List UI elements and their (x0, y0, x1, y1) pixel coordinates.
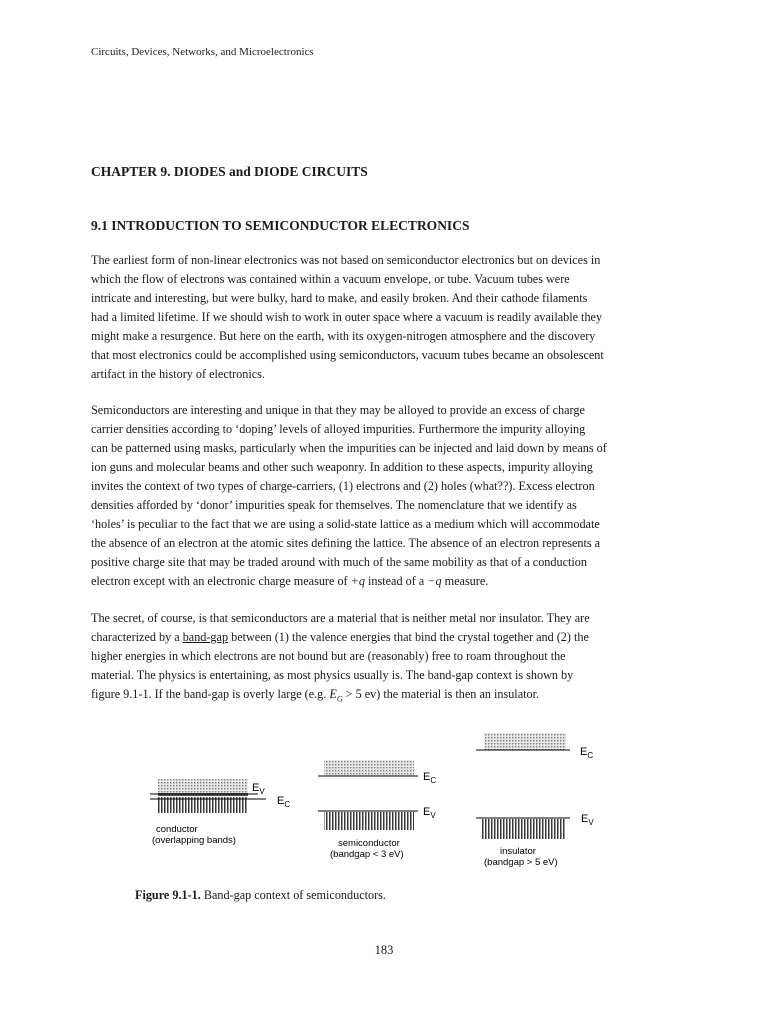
semiconductor-valence-band (324, 812, 414, 830)
text-span: figure 9.1-1. If the band-gap is overly large (e.g. (91, 687, 330, 701)
text-line (91, 685, 681, 708)
running-header: Circuits, Devices, Networks, and Microelectronics (91, 46, 314, 58)
semiconductor-ec-label: $E_C$ (423, 771, 437, 785)
charge-plus-q: +q (350, 574, 365, 588)
eg-symbol: $E_G$ (329, 687, 343, 704)
text-line: had a limited lifetime. If we should wish to work in outer space where a vacuum is readily available they (91, 310, 603, 324)
text-line (91, 628, 681, 647)
paragraph-2 (91, 401, 681, 591)
paragraph-3 (91, 609, 681, 708)
insulator-caption: insulator (500, 846, 536, 857)
conductor-ec-label: $E_C$ (277, 795, 291, 809)
paragraph-1 (91, 251, 681, 384)
text-line: positive charge site that may be traded around with much of the same mobility as that of a conduction (91, 555, 587, 569)
text-line: ion guns and molecular beams and other such weaponry. In addition to these aspects, impurity alloying (91, 460, 593, 474)
text-line: ‘holes’ is peculiar to the fact that we are using a solid-state lattice as a medium which will accommodate (91, 517, 600, 531)
text-span: electron except with an electronic charge measure of (91, 574, 351, 588)
text-line: artifact in the history of electronics. (91, 367, 265, 381)
figure-caption-text: Band-gap context of semiconductors. (200, 888, 386, 902)
band-gap-diagram (140, 725, 610, 875)
chapter-title: CHAPTER 9. DIODES and DIODE CIRCUITS (91, 164, 368, 179)
band-gap-term: band-gap (182, 630, 229, 644)
insulator-ec-label: $E_C$ (580, 746, 594, 760)
text-line: which the flow of electrons was contained within a vacuum envelope, or tube. Vacuum tubes were (91, 272, 570, 286)
insulator-band-group (476, 733, 594, 868)
insulator-ev-label: $E_V$ (581, 813, 594, 827)
text-span: > 5 ev) the material is then an insulator. (342, 687, 540, 701)
text-line: intricate and interesting, but were bulky, hard to make, and easily broken. And their cathode filaments (91, 291, 588, 305)
conductor-note: (overlapping bands) (152, 835, 236, 846)
text-line: the absence of an electron at the atomic sites defining the lattice. The absence of an electron represents a (91, 536, 601, 550)
text-line: material. The physics is entertaining, as most physics usually is. The band-gap context is shown by (91, 668, 574, 682)
text-line: Semiconductors are interesting and unique in that they may be alloyed to provide an excess of charge (91, 403, 585, 417)
insulator-note: (bandgap > 5 eV) (484, 857, 558, 868)
semiconductor-ev-label: $E_V$ (423, 806, 436, 820)
figure-caption-label: Figure 9.1-1. (135, 888, 201, 902)
figure-caption (135, 888, 386, 903)
page-number: 183 (374, 943, 394, 957)
semiconductor-band-group (318, 760, 436, 860)
text-line: higher energies in which electrons are not bound but are (reasonably) free to roam throughout the (91, 649, 566, 663)
conductor-caption: conductor (156, 824, 198, 835)
section-title: 9.1 INTRODUCTION TO SEMICONDUCTOR ELECTRONICS (91, 218, 470, 233)
text-line: The secret, of course, is that semiconductors are a material that is neither metal nor insulator. They are (91, 611, 590, 625)
conductor-band-group (150, 779, 290, 846)
text-span: between (1) the valence energies that bind the crystal together and (2) the (228, 630, 589, 644)
insulator-conduction-band (484, 733, 566, 750)
text-line: can be patterned using masks, particularly when the impurities can be injected and laid down by means of (91, 441, 607, 455)
text-line: carrier densities according to ‘doping’ levels of alloyed impurities. Furthermore the impurity alloying (91, 422, 586, 436)
text-line: densities afforded by ‘donor’ impurities speak for themselves. The nomenclature that we identify as (91, 498, 577, 512)
text-span: characterized by a (91, 630, 183, 644)
charge-minus-q: −q (427, 574, 442, 588)
text-line (91, 572, 681, 591)
conductor-ev-label: $E_V$ (252, 782, 265, 796)
text-line: invites the context of two types of charge-carriers, (1) electrons and (2) holes (what??). Excess electron (91, 479, 595, 493)
text-line: might make a resurgence. But here on the earth, with its oxygen-nitrogen atmosphere and the discovery (91, 329, 596, 343)
semiconductor-note: (bandgap < 3 eV) (330, 849, 404, 860)
text-line: that most electronics could be accomplished using semiconductors, vacuum tubes became an obsolescent (91, 348, 604, 362)
conductor-upper-band (158, 779, 248, 793)
semiconductor-caption: semiconductor (338, 838, 400, 849)
semiconductor-conduction-band (324, 760, 414, 776)
text-line: The earliest form of non-linear electronics was not based on semiconductor electronics but on devices in (91, 253, 601, 267)
text-span: measure. (441, 574, 489, 588)
insulator-valence-band (482, 819, 566, 839)
text-span: instead of a (364, 574, 428, 588)
band-gap-figure (140, 725, 610, 875)
